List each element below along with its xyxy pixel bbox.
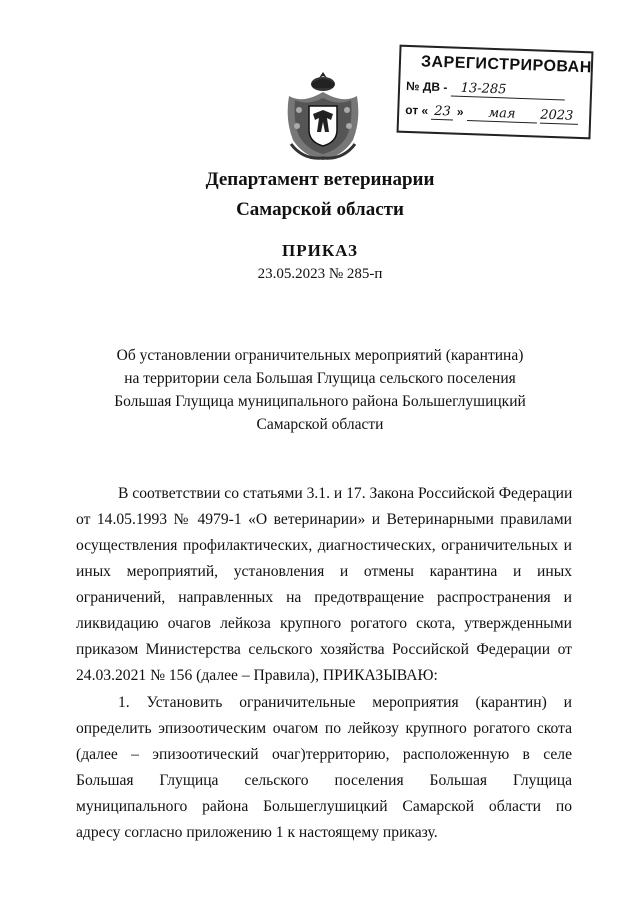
- subject-line-2: на территории села Большая Глущица сельского поселения: [124, 370, 516, 387]
- body-line-7: приказом Министерства сельского хозяйства Российской Федерации от: [76, 641, 572, 658]
- stamp-number-row: [406, 79, 565, 101]
- stamp-number-value: 13-285: [450, 80, 564, 100]
- body-line-13: муниципального района Большеглушицкий Самарской области по: [76, 798, 572, 815]
- registration-stamp: [397, 45, 594, 140]
- stamp-title: ЗАРЕГИСТРИРОВАН: [420, 53, 593, 77]
- body-line-8: 24.03.2021 № 156 (далее – Правила), ПРИКАЗЫВАЮ:: [76, 667, 438, 684]
- order-date-number: 23.05.2023 № 285-п: [257, 266, 383, 282]
- body-line-14: адресу согласно приложению 1 к настоящему приказу.: [76, 824, 438, 841]
- stamp-date-row: [405, 103, 578, 125]
- stamp-date-day: 23: [431, 104, 454, 121]
- body-line-12: Большая Глущица сельского поселения Большая Глущица: [76, 772, 572, 789]
- stamp-date-year: 2023: [540, 108, 579, 125]
- body-line-11: (далее – эпизоотический очаг)территорию, расположенную в селе: [76, 746, 572, 763]
- body-line-1: В соответствии со статьями 3.1. и 17. Закона Российской Федерации: [118, 485, 573, 502]
- coat-of-arms-emblem: [283, 70, 363, 162]
- body-line-2: от 14.05.1993 № 4979-1 «О ветеринарии» и Ветеринарными правилами: [76, 511, 572, 528]
- body-line-4: иных мероприятий, установления и отмены карантина и иных: [76, 563, 572, 580]
- department-name-line1: Департамент ветеринарии: [205, 169, 435, 190]
- subject-line-3: Большая Глущица муниципального района Большеглушицкий: [114, 393, 526, 410]
- subject-line-1: Об установлении ограничительных мероприятий (карантина): [116, 347, 524, 364]
- department-name-line2: Самарской области: [236, 199, 404, 220]
- stamp-date-prefix: от «: [405, 102, 429, 118]
- order-title: ПРИКАЗ: [282, 241, 358, 260]
- body-line-9: 1. Установить ограничительные мероприятия (карантин) и: [118, 694, 572, 711]
- body-line-5: ограничений, направленных на предотвращение распространения и: [76, 589, 572, 606]
- stamp-number-label: № ДВ -: [405, 78, 448, 95]
- body-line-3: осуществления профилактических, диагностических, ограничительных и: [76, 537, 572, 554]
- body-line-10: определить эпизоотическим очагом по лейкозу крупного рогатого скота: [76, 720, 572, 737]
- stamp-date-mid: »: [456, 104, 464, 119]
- subject-line-4: Самарской области: [256, 416, 384, 433]
- stamp-date-month: мая: [467, 105, 538, 123]
- body-line-6: ликвидацию очагов лейкоза крупного рогатого скота, утвержденными: [76, 615, 572, 632]
